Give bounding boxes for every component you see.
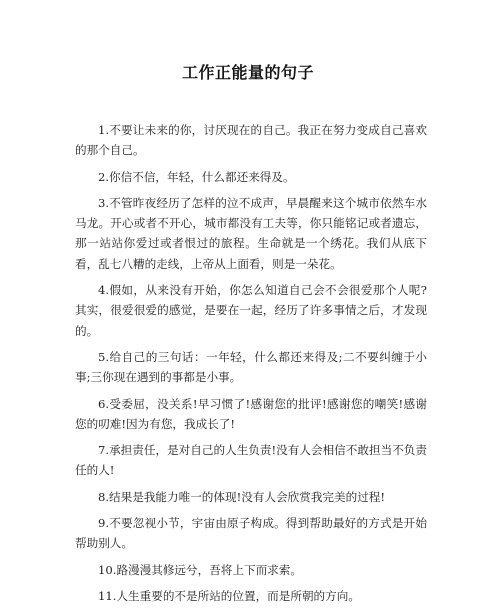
paragraph-8: 8.结果是我能力唯一的体现!没有人会欣赏我完美的过程! (98, 489, 386, 504)
paragraph-3: 3.不管昨夜经历了怎样的泣不成声，早晨醒来这个城市依然车水马龙。开心或者不开心，城市都没有工夫等，你只能铭记或者遗忘，那一站站你爱过或者恨过的旅程。生命就是一个绣花。我们从底下看，乱七八糟的走线，上帝从上面看，则是一朵花。 (75, 195, 427, 271)
paragraph-10: 10.路漫漫其修远兮，吾将上下而求索。 (98, 562, 302, 577)
paragraph-5: 5.给自己的三句话：一年轻，什么都还来得及;二不要纠缠于小事;三你现在遇到的事都是小事。 (75, 349, 427, 385)
paragraph-2: 2.你信不信，年轻，什么都还来得及。 (98, 169, 295, 184)
document-body (75, 120, 427, 612)
paragraph-6: 6.受委屈，没关系!早习惯了!感谢您的批评!感谢您的嘲笑!感谢您的叨难!因为有您，我成长了! (75, 396, 427, 431)
paragraph-7: 7.承担责任，是对自己的人生负责!没有人会相信不敢担当不负责任的人! (75, 443, 427, 478)
paragraph-11: 11.人生重要的不是所站的位置，而是所朝的方向。 (98, 588, 360, 603)
paragraph-4: 4.假如，从来没有开始，你怎么知道自己会不会很爱那个人呢?其实，很爱很爱的感觉，是要在一起，经历了许多事情之后，才发现的。 (75, 283, 427, 338)
document-title: 工作正能量的句子 (181, 63, 314, 82)
paragraph-9: 9.不要忽视小节，宇宙由原子构成。得到帮助最好的方式是开始帮助别人。 (75, 516, 427, 551)
paragraph-1: 1.不要让未来的你，讨厌现在的自己。我正在努力变成自己喜欢的那个自己。 (75, 123, 427, 158)
